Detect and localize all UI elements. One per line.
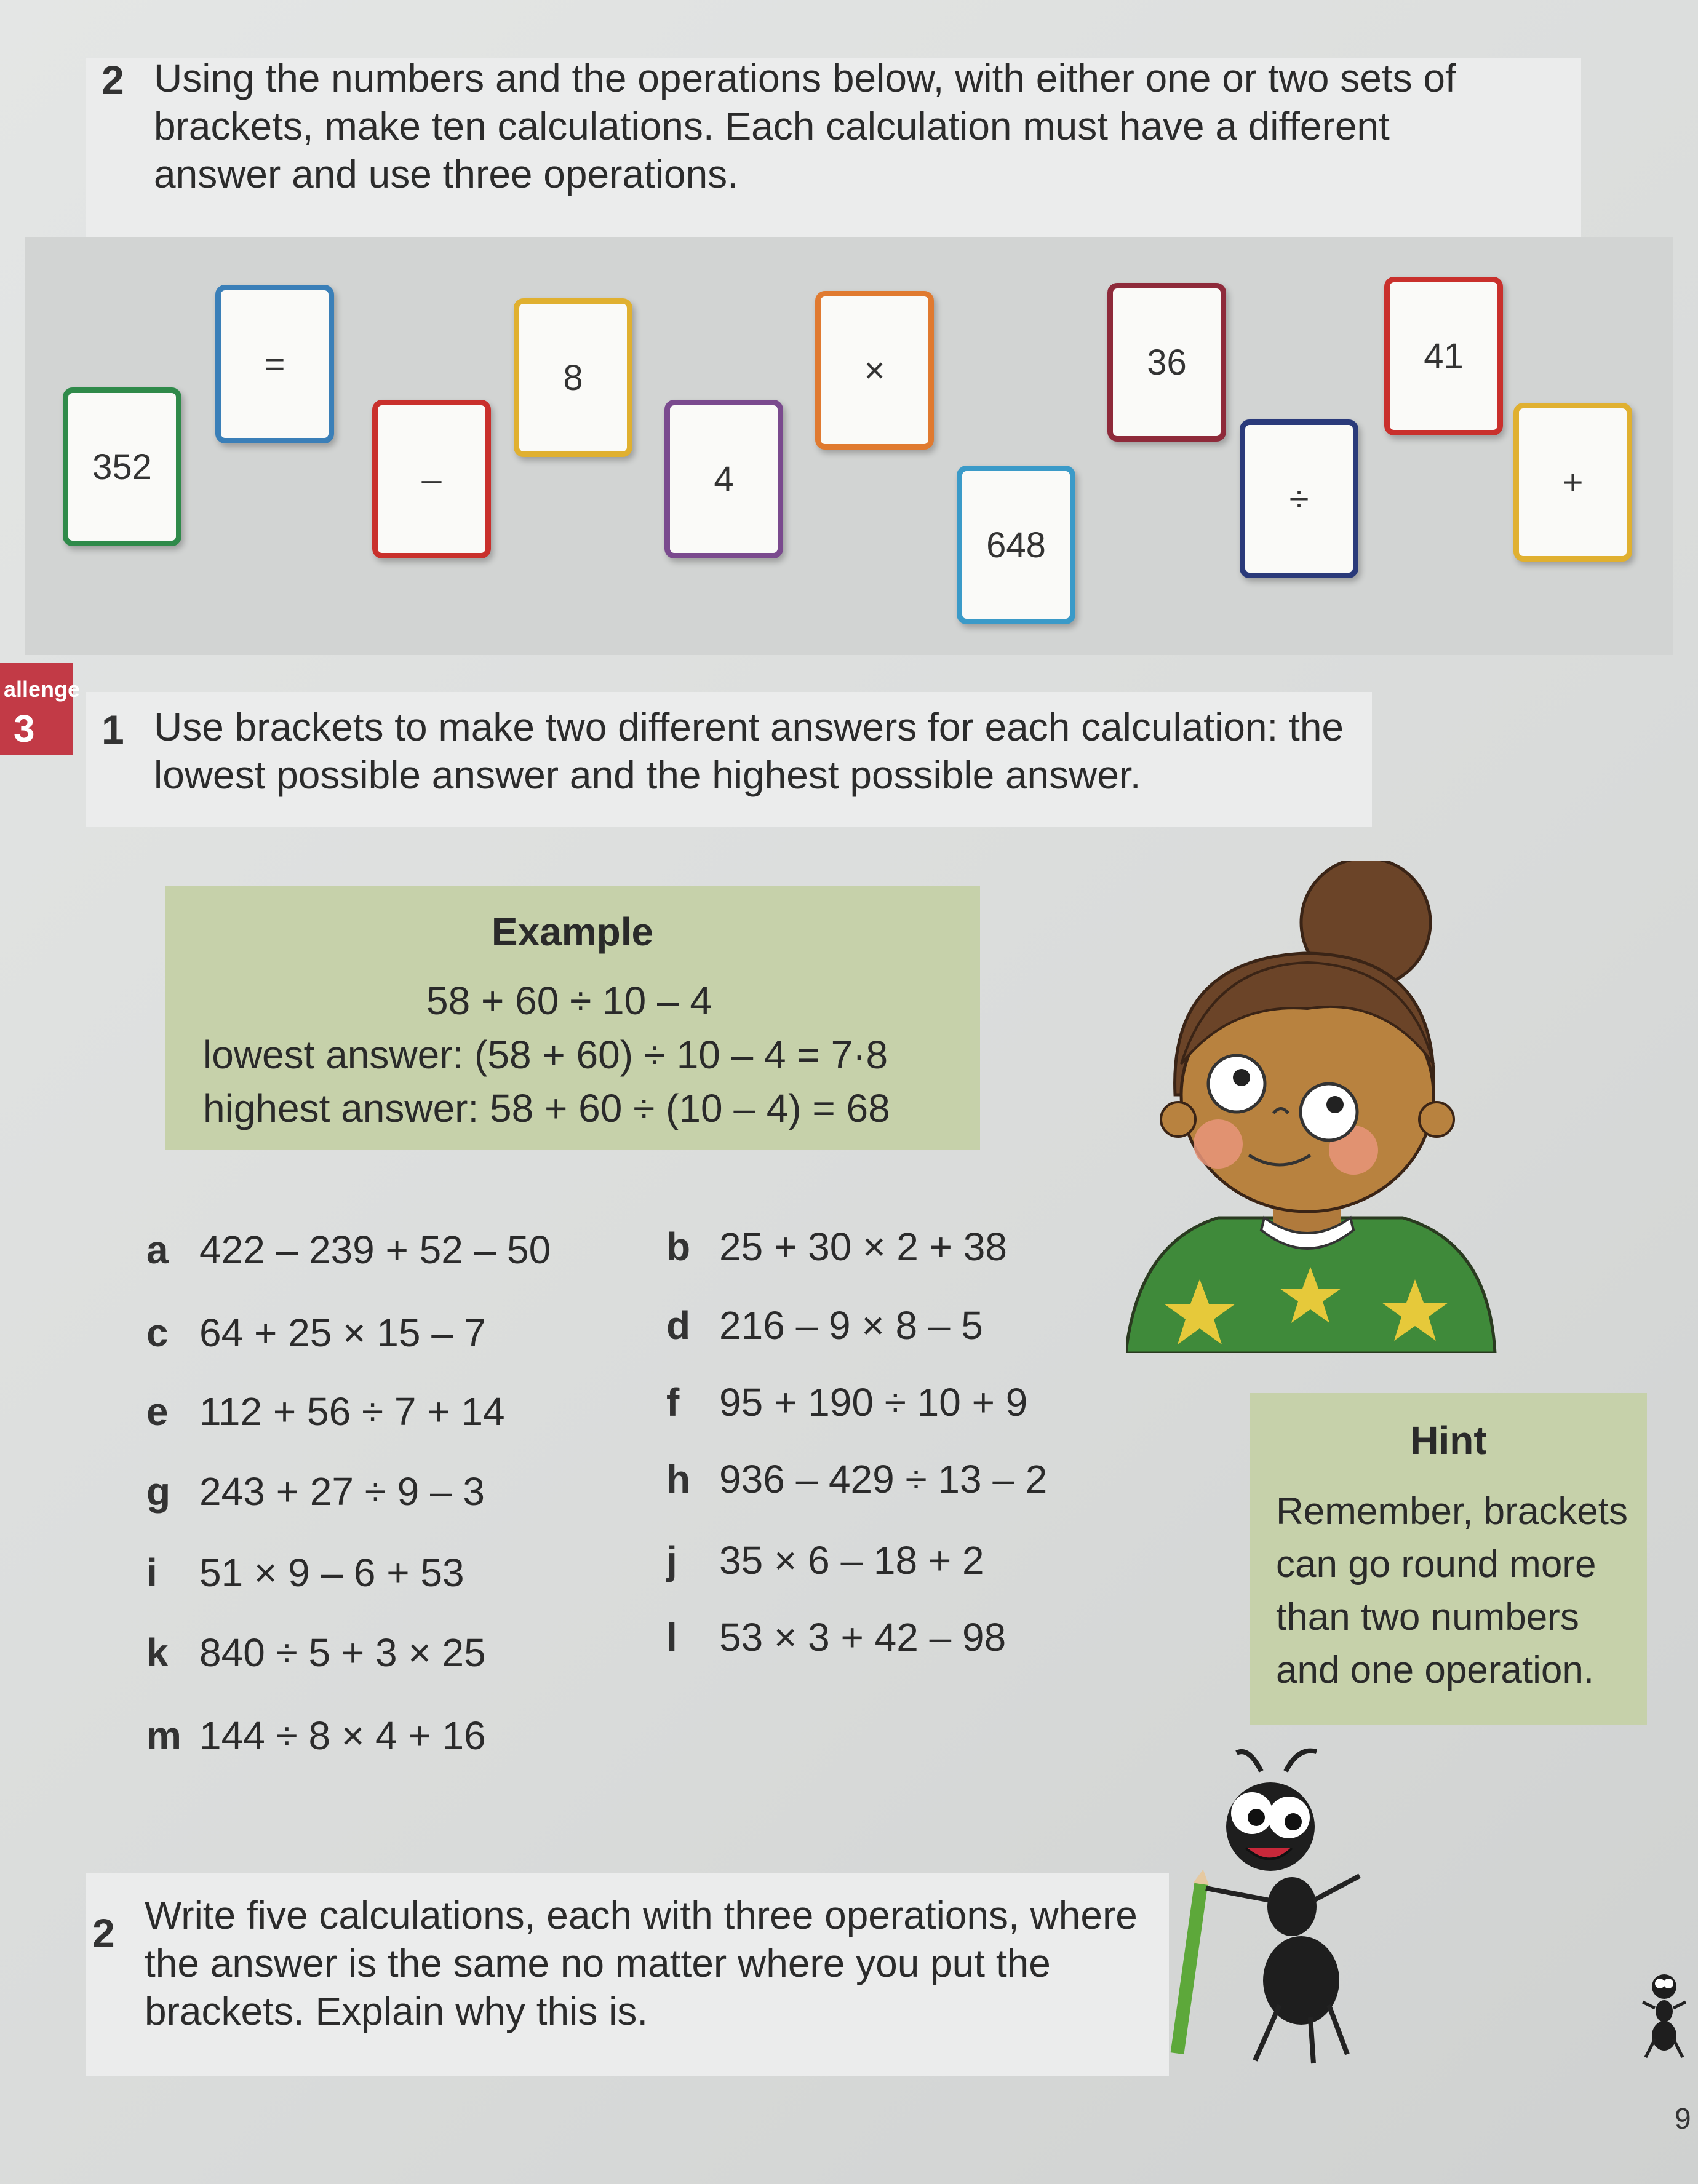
number-card: 352 [63,387,181,546]
hint-text: Remember, brackets can go round more than two numbers and one operation. [1276,1490,1628,1691]
girl-illustration [1126,861,1544,1353]
calculation-item: g 243 + 27 ÷ 9 – 3 [146,1469,485,1514]
calculation-item: k 840 ÷ 5 + 3 × 25 [146,1630,486,1675]
calculation-item: m 144 ÷ 8 × 4 + 16 [146,1713,486,1758]
page-number: 9 [1675,2103,1691,2135]
calculation-item: j 35 × 6 – 18 + 2 [666,1538,984,1582]
number-card: 8 [514,298,632,457]
calculation-item: d 216 – 9 × 8 – 5 [666,1303,983,1348]
question-number: 2 [92,1910,115,1956]
operation-card: = [215,285,334,443]
ant-icon [1640,1965,1689,2063]
question-number: 2 [102,57,124,103]
card-area [25,237,1673,655]
example-box [165,886,980,1150]
number-card: 41 [1384,277,1503,435]
calculation-item: b 25 + 30 × 2 + 38 [666,1225,1007,1269]
example-title: Example [491,910,654,954]
calculation-item: c 64 + 25 × 15 – 7 [146,1311,487,1355]
question-text: Use brackets to make two different answers for each calculation: the lowest possible answer and the highest possible answer. [154,705,1344,797]
operation-card: – [372,400,491,558]
hint-title: Hint [1410,1418,1487,1463]
number-card: 648 [957,466,1075,624]
question-number: 1 [102,707,124,752]
challenge-label: allenge [4,677,81,702]
operation-card: × [815,291,934,450]
operation-card: + [1513,403,1632,562]
example-calculation: 58 + 60 ÷ 10 – 4 [426,979,712,1023]
calculation-item: i 51 × 9 – 6 + 53 [146,1551,464,1595]
ant-illustration [1169,1747,1403,2067]
example-highest: highest answer: 58 + 60 ÷ (10 – 4) = 68 [203,1086,890,1130]
calculation-item: e 112 + 56 ÷ 7 + 14 [146,1389,505,1434]
calculation-item: a 422 – 239 + 52 – 50 [146,1228,551,1272]
number-card: 36 [1107,283,1226,442]
challenge-badge [0,663,81,755]
question-text: Write five calculations, each with three operations, where the answer is the same no matter where you put the brackets. Explain why this is. [145,1893,1138,2033]
question-text: Using the numbers and the operations below, with either one or two sets of brackets, make ten calculations. Each calculation must have a different answer and use three operations. [154,56,1456,196]
calculation-item: h 936 – 429 ÷ 13 – 2 [666,1457,1048,1501]
challenge-number: 3 [14,708,35,750]
example-lowest: lowest answer: (58 + 60) ÷ 10 – 4 = 7·8 [203,1033,888,1077]
calculation-item: f 95 + 190 ÷ 10 + 9 [666,1380,1028,1424]
calculation-item: l 53 × 3 + 42 – 98 [666,1615,1006,1659]
number-card: 4 [664,400,783,558]
hint-box [1250,1393,1647,1725]
operation-card: ÷ [1240,419,1358,578]
